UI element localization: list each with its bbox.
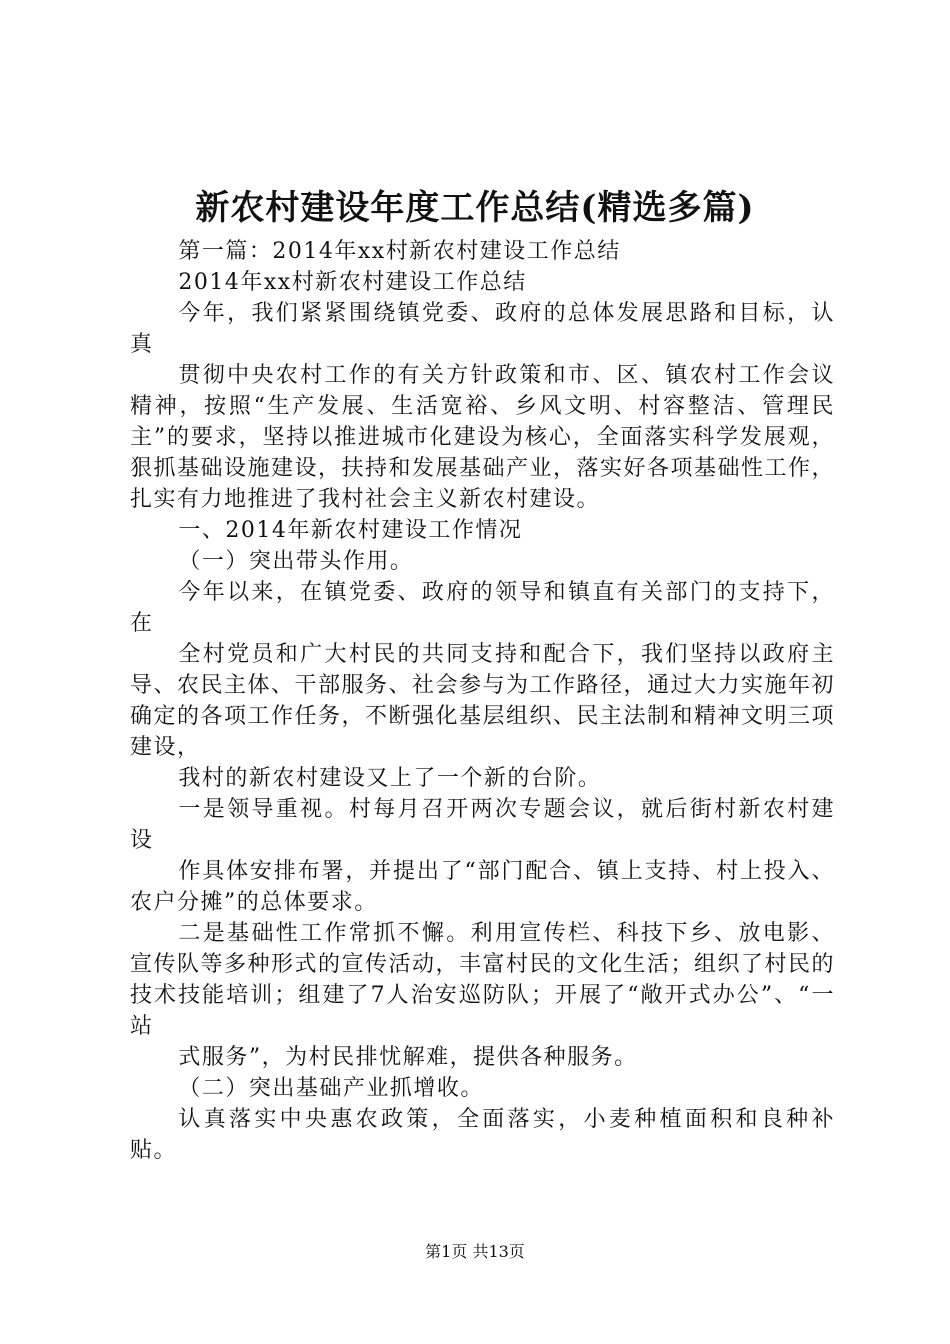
paragraph: 今年，我们紧紧围绕镇党委、政府的总体发展思路和目标，认真 [130,301,835,357]
paragraph: 一是领导重视。村每月召开两次专题会议，就后街村新农村建设 [130,797,835,853]
document-title: 新农村建设年度工作总结(精选多篇) [195,188,755,228]
section-heading: 一、2014年新农村建设工作情况 [178,518,523,543]
paragraph: 全村党员和广大村民的共同支持和配合下，我们坚持以政府主导、农民主体、干部服务、社会参与为工作路径，通过大力实施年初确定的各项工作任务，不断强化基层组织、民主法制和精神文明三项建设， [130,642,836,760]
paragraph: 作具体安排布署，并提出了“部门配合、镇上支持、村上投入、农户分摊”的总体要求。 [130,859,835,915]
paragraph: 二是基础性工作常抓不懈。利用宣传栏、科技下乡、放电影、宣传队等多种形式的宣传活动，丰富村民的文化生活；组织了村民的技术技能培训；组建了7人治安巡防队；开展了“敞开式办公”、“一站 [130,921,836,1039]
paragraph: 今年以来，在镇党委、政府的领导和镇直有关部门的支持下，在 [130,580,835,636]
document-body [130,236,835,1166]
subsection-heading: （一）突出带头作用。 [178,549,414,574]
paragraph: 我村的新农村建设又上了一个新的台阶。 [178,766,602,791]
section-heading: 第一篇：2014年xx村新农村建设工作总结 [178,239,621,264]
subtitle: 2014年xx村新农村建设工作总结 [178,270,527,295]
paragraph: 认真落实中央惠农政策，全面落实，小麦种植面积和良种补贴。 [130,1107,835,1163]
page-footer: 第1页 共13页 [425,1242,525,1261]
paragraph: 式服务”，为村民排忧解难，提供各种服务。 [178,1045,638,1070]
subsection-heading: （二）突出基础产业抓增收。 [178,1076,484,1101]
paragraph: 贯彻中央农村工作的有关方针政策和市、区、镇农村工作会议精神，按照“生产发展、生活宽裕、乡风文明、村容整洁、管理民主”的要求，坚持以推进城市化建设为核心，全面落实科学发展观，狠抓基础设施建设，扶持和发展基础产业，落实好各项基础性工作，扎实有力地推进了我村社会主义新农村建设。 [130,363,836,512]
